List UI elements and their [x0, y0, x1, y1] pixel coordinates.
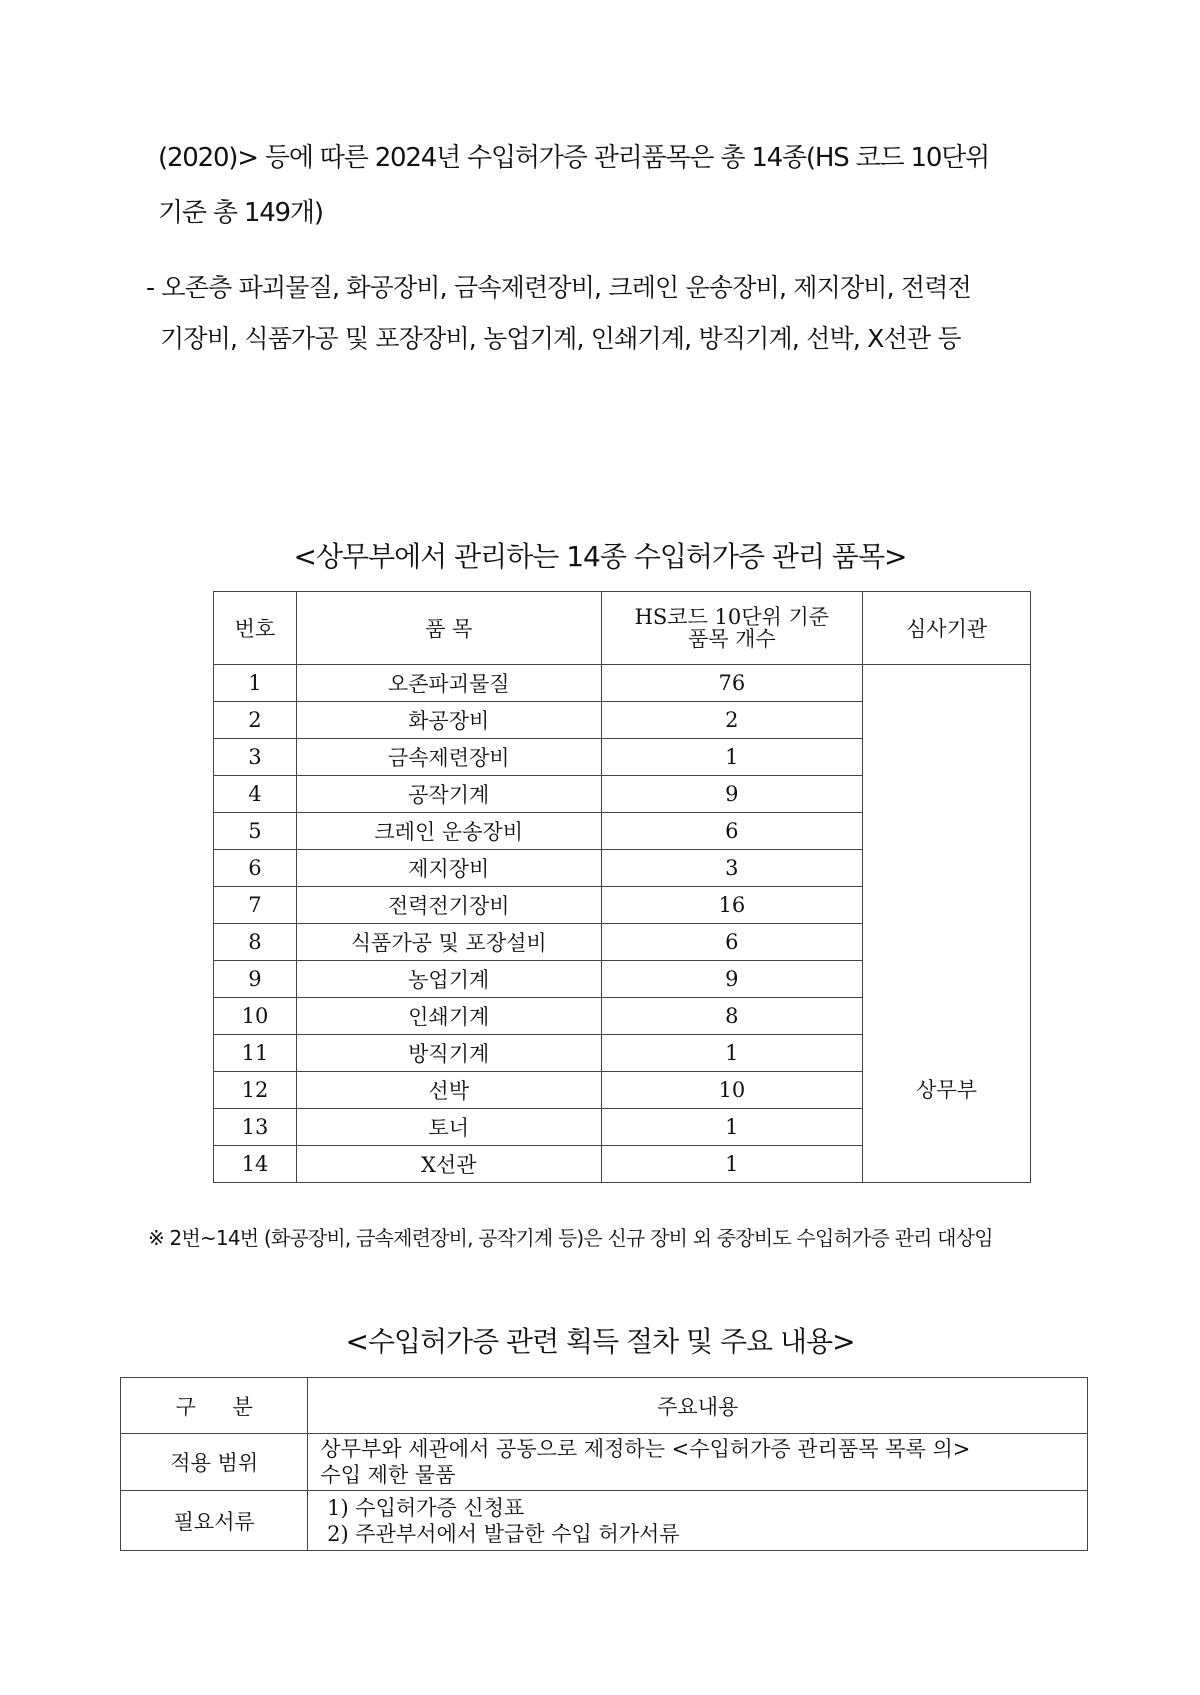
- row-count: 1: [601, 1109, 863, 1146]
- row-category: 필요서류: [121, 1491, 308, 1551]
- row-item: 식품가공 및 포장설비: [296, 924, 601, 961]
- table-row: [121, 1491, 1088, 1551]
- row-content-line2: 수입 제한 물품: [320, 1463, 456, 1487]
- row-number: 6: [214, 850, 297, 887]
- row-count: 8: [601, 998, 863, 1035]
- row-item: 금속제련장비: [296, 739, 601, 776]
- row-item: 공작기계: [296, 776, 601, 813]
- row-count: 6: [601, 924, 863, 961]
- row-count: 9: [601, 961, 863, 998]
- row-content-line1: 1) 수입허가증 신청표: [320, 1495, 525, 1520]
- row-count: 76: [601, 665, 863, 702]
- row-item: 인쇄기계: [296, 998, 601, 1035]
- row-number: 3: [214, 739, 297, 776]
- row-number: 7: [214, 887, 297, 924]
- row-number: 9: [214, 961, 297, 998]
- row-item: 크레인 운송장비: [296, 813, 601, 850]
- row-item: 제지장비: [296, 850, 601, 887]
- header-item: 품 목: [296, 592, 601, 665]
- row-content-line2: 2) 주관부서에서 발급한 수입 허가서류: [320, 1521, 680, 1546]
- row-item: 방직기계: [296, 1035, 601, 1072]
- row-item: 농업기계: [296, 961, 601, 998]
- row-count: 2: [601, 702, 863, 739]
- row-count: 6: [601, 813, 863, 850]
- row-count: 9: [601, 776, 863, 813]
- row-item: 선박: [296, 1072, 601, 1109]
- intro-line-1: (2020)> 등에 따른 2024년 수입허가증 관리품목은 총 14종(HS 코드 10단위: [158, 143, 989, 173]
- row-number: 2: [214, 702, 297, 739]
- table2-header-row: [121, 1378, 1088, 1434]
- table1-note: ※ 2번~14번 (화공장비, 금속제련장비, 공작기계 등)은 신규 장비 외 중장비도 수입허가증 관리 대상임: [148, 1226, 993, 1250]
- row-item: 토너: [296, 1109, 601, 1146]
- row-item: 전력전기장비: [296, 887, 601, 924]
- header-agency: 심사기관: [863, 592, 1031, 665]
- row-item: X선관: [296, 1146, 601, 1183]
- row-number: 5: [214, 813, 297, 850]
- table2-caption: <수입허가증 관련 획득 절차 및 주요 내용>: [345, 1325, 855, 1358]
- item-list-line-1: - 오존층 파괴물질, 화공장비, 금속제련장비, 크레인 운송장비, 제지장비, 전력전: [146, 273, 971, 302]
- header-number: 번호: [214, 592, 297, 665]
- row-number: 13: [214, 1109, 297, 1146]
- row-count: 1: [601, 1146, 863, 1183]
- procedure-table: [120, 1377, 1088, 1551]
- row-content: [308, 1491, 1088, 1551]
- header-count-line1: HS코드 10단위 기준: [634, 605, 830, 629]
- license-items-table: [213, 591, 1031, 1183]
- header-count-line2: 품목 개수: [687, 627, 776, 651]
- header-count: [601, 592, 863, 665]
- row-count: 10: [601, 1072, 863, 1109]
- row-number: 11: [214, 1035, 297, 1072]
- table-row: [214, 665, 1031, 702]
- table-row: [121, 1434, 1088, 1491]
- row-count: 3: [601, 850, 863, 887]
- table1-header-row: [214, 592, 1031, 665]
- row-number: 10: [214, 998, 297, 1035]
- row-number: 8: [214, 924, 297, 961]
- table1-caption: <상무부에서 관리하는 14종 수입허가증 관리 품목>: [293, 540, 907, 573]
- row-agency: 상무부: [863, 665, 1031, 1183]
- row-item: 화공장비: [296, 702, 601, 739]
- intro-line-2: 기준 총 149개): [158, 198, 323, 228]
- row-count: 1: [601, 1035, 863, 1072]
- row-number: 1: [214, 665, 297, 702]
- item-list-line-2: 기장비, 식품가공 및 포장장비, 농업기계, 인쇄기계, 방직기계, 선박, X선관 등: [160, 324, 961, 353]
- row-number: 14: [214, 1146, 297, 1183]
- header-content: 주요내용: [308, 1378, 1088, 1434]
- header-category: 구 분: [121, 1378, 308, 1434]
- row-count: 1: [601, 739, 863, 776]
- row-category: 적용 범위: [121, 1434, 308, 1491]
- row-number: 4: [214, 776, 297, 813]
- row-content: [308, 1434, 1088, 1491]
- row-content-line1: 상무부와 세관에서 공동으로 제정하는 <수입허가증 관리품목 목록 의>: [320, 1437, 971, 1461]
- row-count: 16: [601, 887, 863, 924]
- row-number: 12: [214, 1072, 297, 1109]
- row-item: 오존파괴물질: [296, 665, 601, 702]
